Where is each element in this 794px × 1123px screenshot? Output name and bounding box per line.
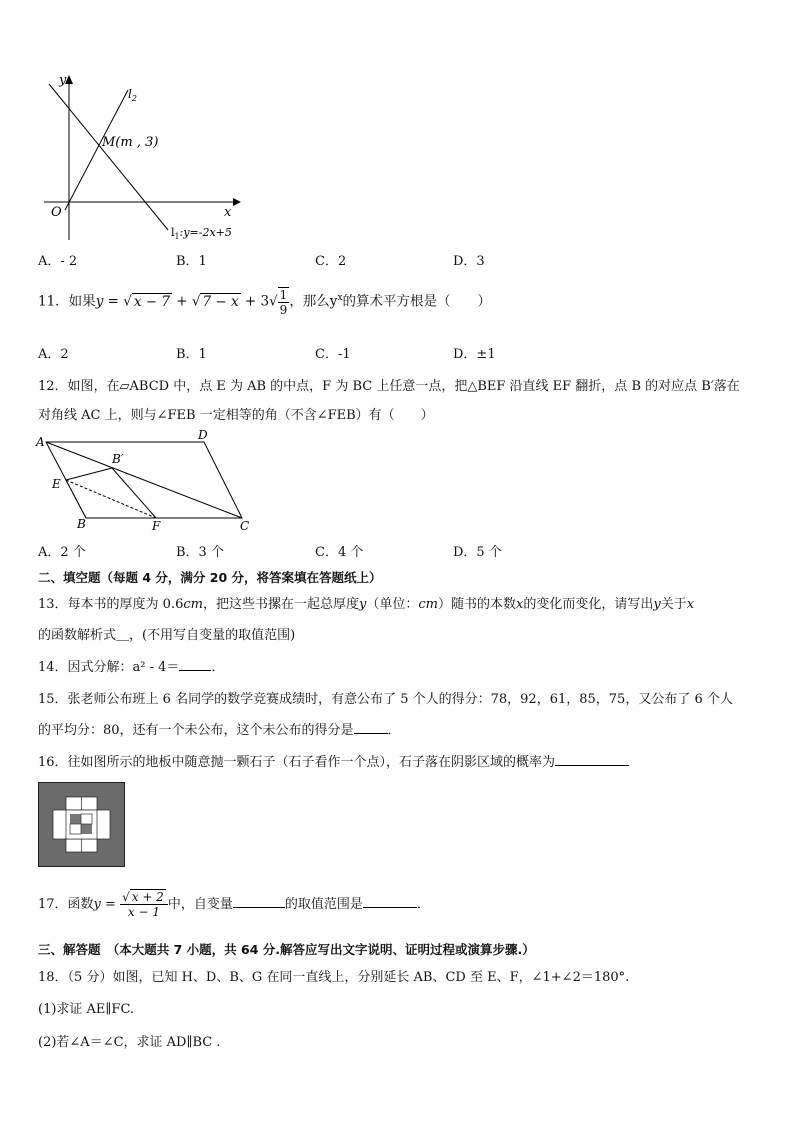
l2-label: $l_2$ [128,87,137,103]
q18-line-1: 18．（5 分）如图，已知 H、D、B、G 在同一直线上，分别延长 AB、CD 至 E、F，∠1+∠2＝180°. [38,970,630,985]
q11-question: 11．如果y = √ x − 7 + √ 7 − x + 3√ $\frac{1}{9}$ ，那么$y^x$的算术平方根是（ ） [38,288,492,317]
q11-option-a: A．2 [38,347,69,362]
shaded-center-1 [70,814,81,824]
q12-option-a: A．2 个 [38,545,86,560]
label-a: A [36,435,45,449]
point-m-label: M(m , 3) [102,135,159,150]
q12-line-1: 12．如图，在▱ABCD 中，点 E 为 AB 的中点，F 为 BC 上任意一点，把△BEF 沿直线 EF 翻折，点 B 的对应点 B′落在 [38,379,740,394]
q10-option-c: C．2 [315,254,347,269]
q12-option-d: D．5 个 [453,545,502,560]
q11-radical-1: x − 7 [133,293,170,310]
shaded-corner-tr [97,783,124,810]
q12-line-2: 对角线 AC 上，则与∠FEB 一定相等的角（不含∠FEB）有（ ） [38,408,434,423]
q15-line-2: 的平均分：80，还有一个未公布，这个未公布的得分是 ． [38,723,401,738]
q18-part-1: (1)求证 AE∥FC. [38,1002,135,1017]
q14-question: 14．因式分解：a² - 4＝ ． [38,660,225,675]
section-3-heading: 三、解答题 （本大题共 7 小题，共 64 分.解答应写出文字说明、证明过程或演算步骤.） [38,942,535,957]
label-f: F [152,519,161,533]
q16-answer-blank[interactable] [555,753,629,766]
line-l2 [65,90,128,210]
q11-option-c: C．-1 [315,347,351,362]
q12-parallelogram-figure [36,428,266,538]
segment-eb-prime [66,468,112,480]
q17-question: 17．函数y = $\frac{√ x + 2}{x - 1}$ 中，自变量 的取值范围是 ． [38,890,430,919]
q13-line-2: 的函数解析式＿，(不用写自变量的取值范围) [38,628,296,643]
label-c: C [240,519,250,533]
q11-plus-1: + [171,293,192,310]
q17-fraction: $\frac{√ x + 2}{x - 1}$ [120,890,168,919]
segment-ef-dashed [66,480,156,518]
q17-blank-1[interactable] [233,895,285,908]
x-axis-arrow [233,198,241,206]
q11-eq: = [103,293,124,310]
q12-option-c: C．4 个 [315,545,364,560]
shaded-corner-br [97,839,124,866]
segment-b-prime-f [112,468,156,518]
shaded-center-2 [81,824,92,834]
q10-graph-figure [30,70,260,245]
q14-answer-blank[interactable] [179,658,211,671]
q11-y: y [95,293,104,310]
q11-radical-2: 7 − x [202,293,239,310]
label-b: B [77,517,86,531]
l1-label: $l_1:y=-2x+5$ [171,226,232,241]
q11-suffix: ，那么y [289,293,338,310]
q11-option-d: D．±1 [453,347,496,362]
shaded-corner-tl [39,783,66,810]
q16-question: 16．往如图所示的地板中随意抛一颗石子（石子看作一个点），石子落在阴影区域的概率为 [38,751,629,770]
segment-eb-dashed [66,480,86,518]
q11-plus-2: + 3 [240,293,270,310]
line-l1 [49,84,168,230]
y-axis-label: y [59,73,67,88]
label-d: D [198,428,208,442]
q11-prefix: 11．如果 [38,293,96,310]
q10-option-a: A．- 2 [38,254,78,269]
q12-option-b: B．3 个 [176,545,224,560]
q13-line-1: 13．每本书的厚度为 0.6cm，把这些书摞在一起总厚度y（单位：cm）随书的本数x的变化而变化，请写出y关于x [38,597,695,612]
label-e: E [52,477,61,491]
q17-blank-2[interactable] [363,895,417,908]
origin-label: O [51,205,62,220]
q10-option-b: B．1 [176,254,207,269]
q11-sup: x [337,293,343,303]
section-2-heading: 二、填空题（每题 4 分，满分 20 分，将答案填在答题纸上） [38,570,382,585]
q18-part-2: (2)若∠A＝∠C，求证 AD∥BC . [38,1035,221,1050]
q16-floor-tile-figure [38,782,126,867]
label-b-prime: B′ [112,452,124,466]
q11-option-b: B．1 [176,347,207,362]
x-axis-label: x [224,205,232,220]
q11-suffix-2: 的算术平方根是（ ） [342,293,492,310]
q11-fraction: $\frac{1}{9}$ [279,288,288,317]
q15-line-1: 15．张老师公布班上 6 名同学的数学竞赛成绩时，有意公布了 5 个人的得分：78，92，61，85，75，又公布了 6 个人 [38,692,733,707]
q10-option-d: D．3 [453,254,485,269]
shaded-corner-bl [39,839,66,866]
q15-answer-blank[interactable] [354,721,388,734]
diagonal-ac [46,442,242,518]
